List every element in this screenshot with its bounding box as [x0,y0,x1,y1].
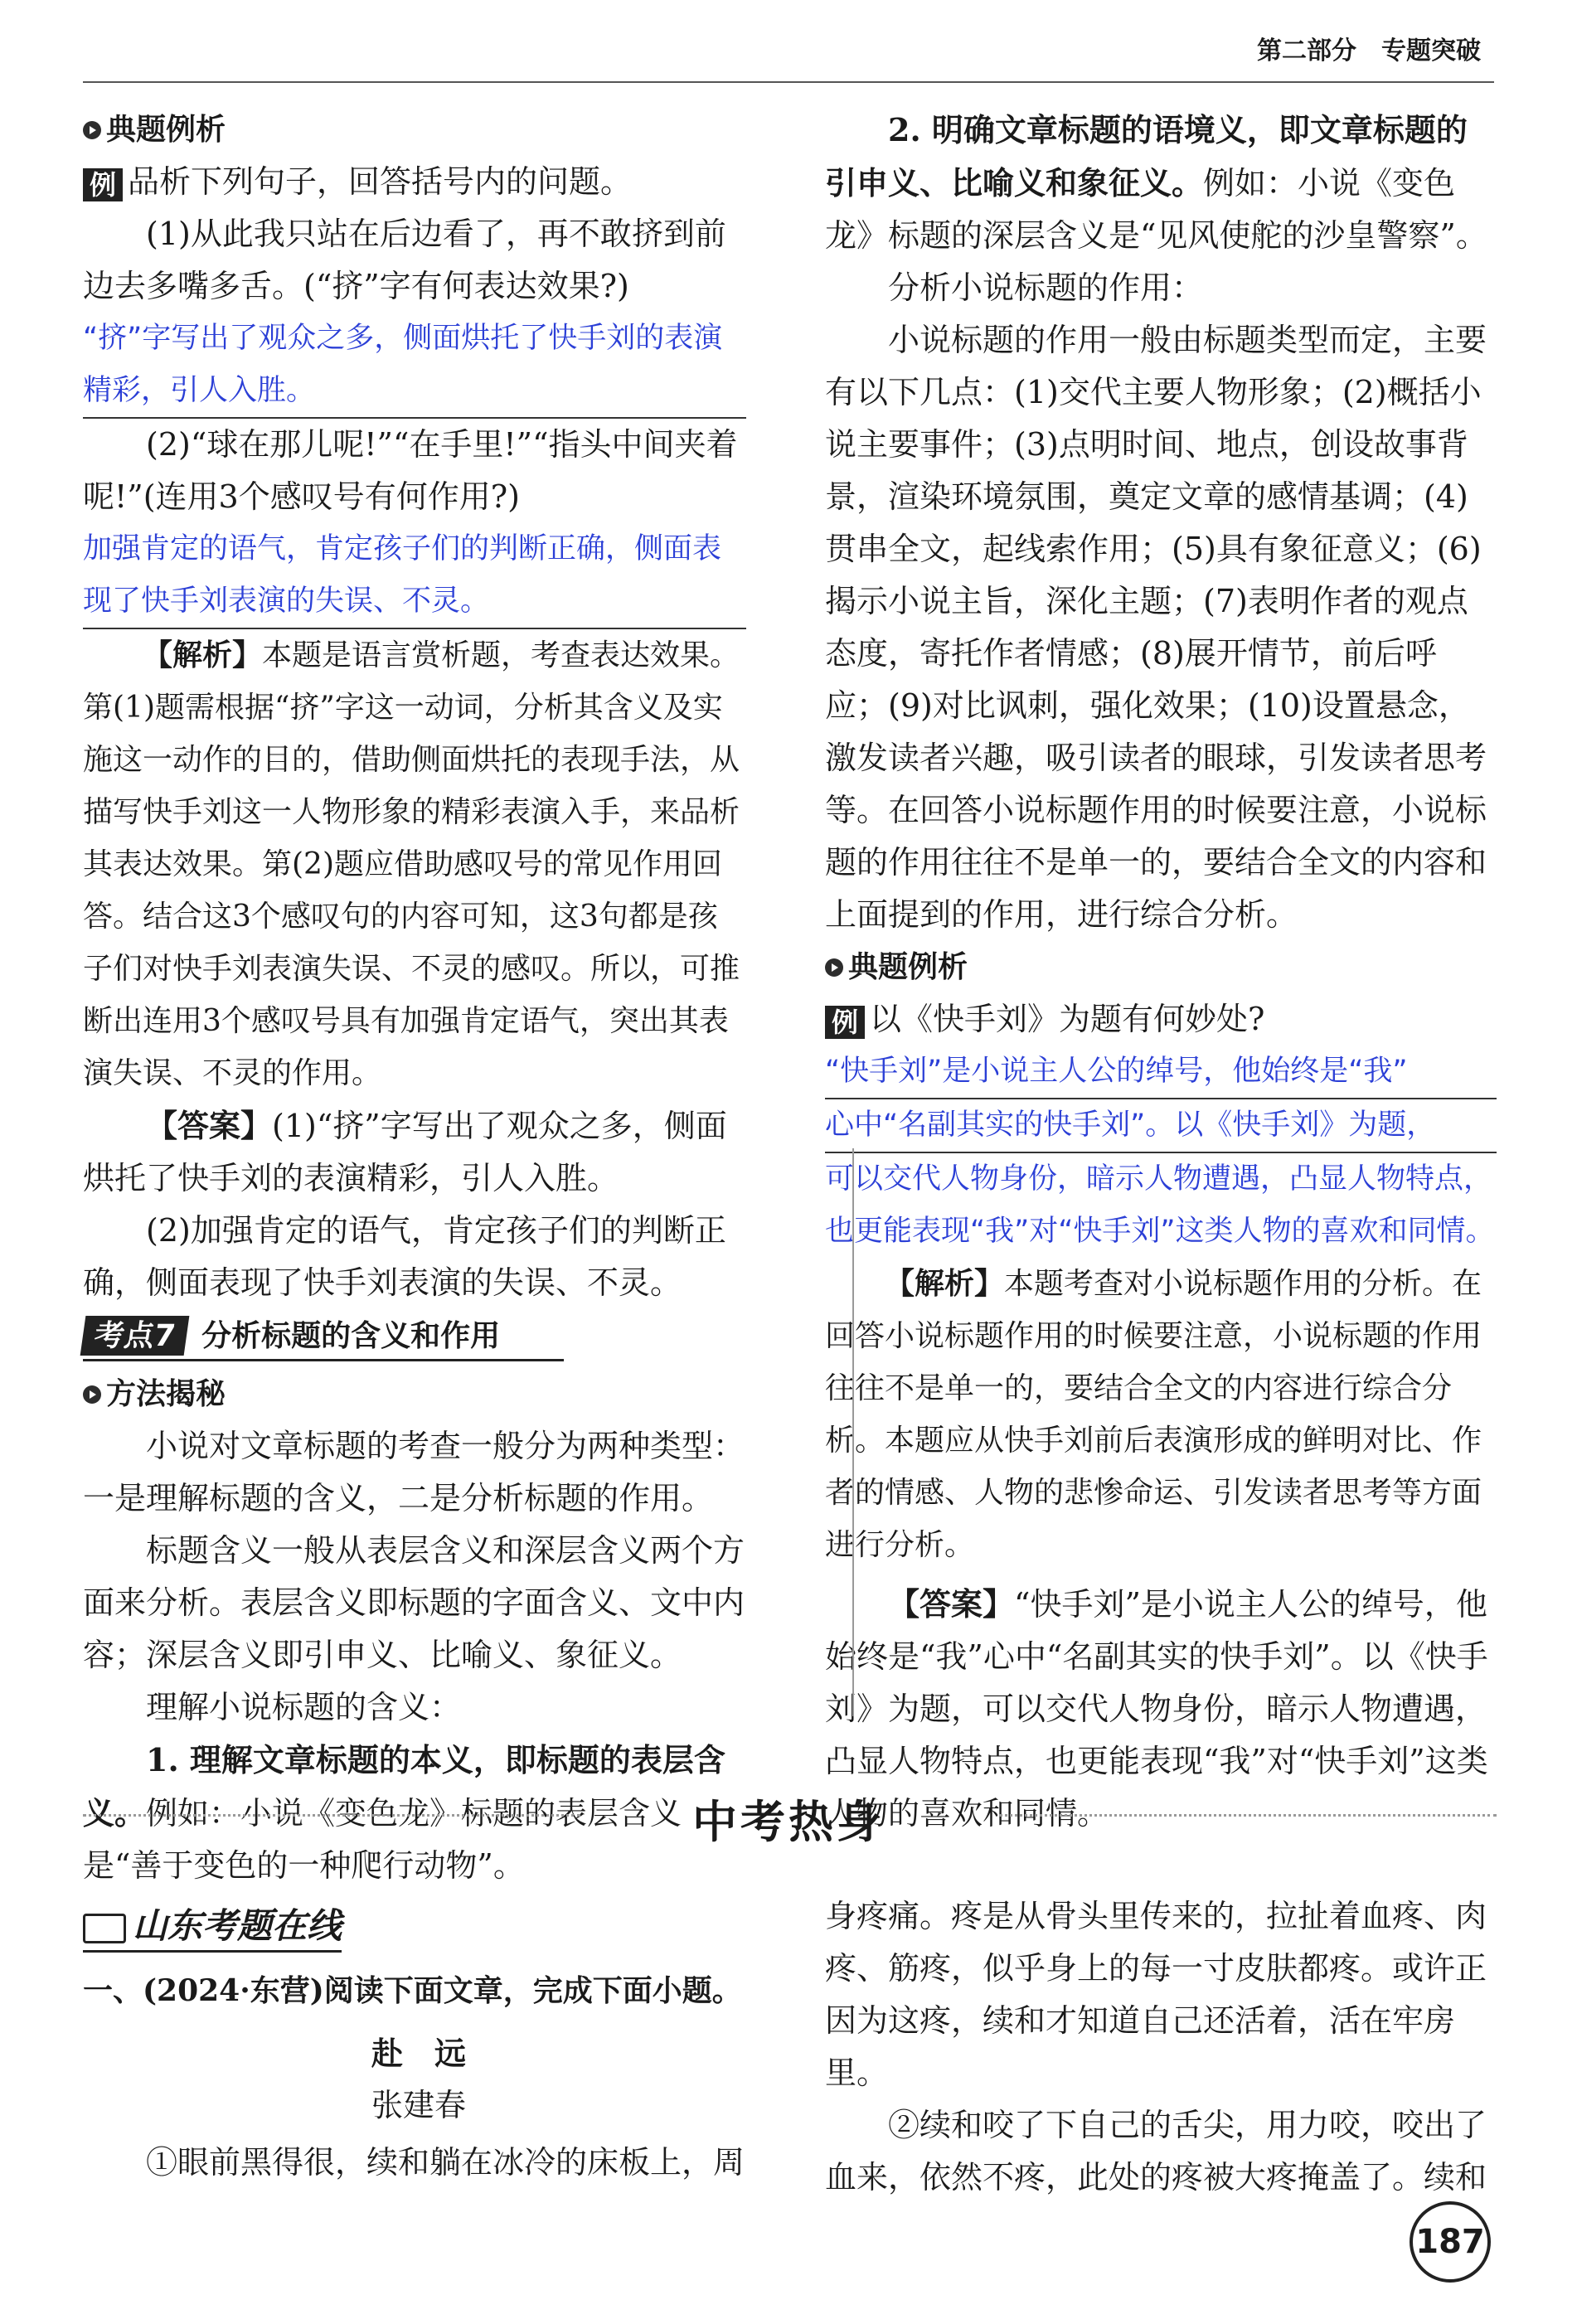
bottom-left-column [83,1965,755,2189]
example-heading-2: 典题例析 [825,941,1497,993]
right-column [825,104,1497,1840]
question-heading: 一、(2024·东营)阅读下面文章，完成下面小题。 [83,1973,742,2008]
example-heading: 典题例析 [83,104,746,156]
story-author: 张建春 [371,2087,466,2123]
play-bullet-icon [825,958,843,977]
method-para-1: 小说对文章标题的考查一般分为两种类型：一是理解标题的含义，二是分析标题的作用。 [83,1428,745,1516]
play-bullet-icon [83,121,101,139]
example-tag: 例 [83,168,123,201]
page-number: 187 [1410,2201,1491,2283]
key-point-banner: 考点7 分析标题的含义和作用 [83,1312,564,1361]
question-1: (1)从此我只站在后边看了，再不敢挤到前边去多嘴多舌。(“挤”字有何表达效果?) [83,216,726,304]
answer-2: (2)加强肯定的语气，肯定孩子们的判断正确，侧面表现了快手刘表演的失误、不灵。 [83,1212,726,1301]
method-para-4: 1. 理解文章标题的本义，即标题的表层含义。例如：小说《变色龙》标题的表层含义是“善于变色的一种爬行动物”。 [83,1741,725,1884]
bottom-right-column [825,1890,1497,2204]
analysis-2: 【解析】本题考查对小说标题作用的分析。在回答小说标题作用的时候要注意，小说标题的作用往往不是单一的，要结合全文的内容进行综合分析。本题应从快手刘前后表演形成的鲜明对比、作者的情感、人物的悲惨命运、引发读者思考等方面进行分析。 [825,1266,1482,1562]
question-2: (2)“球在那儿呢!”“在手里!”“指头中间夹着呢!”(连用3个感叹号有何作用?) [83,426,738,515]
right-para-3: 小说标题的作用一般由标题类型而定，主要有以下几点：(1)交代主要人物形象；(2)概括小说主要事件；(3)点明时间、地点，创设故事背景，渲染环境氛围，奠定文章的感情基调；(4)贯串全文，起线索作用；(5)具有象征意义；(6)揭示小说主旨，深化主题；(7)表明作者的观点态度，寄托作者情感；(8)展开情节，前后呼应；(9)对比讽刺，强化效果；(10)设置悬念，激发读者兴趣，吸引读者的眼球，引发读者思考等。在回答小说标题作用的时候要注意，小说标题的作用往往不是单一的，要结合全文的内容和上面提到的作用，进行综合分析。 [825,322,1487,933]
method-para-3: 理解小说标题的含义： [146,1689,462,1725]
header-rule [83,81,1494,83]
method-heading: 方法揭秘 [83,1368,746,1420]
story-title: 赴 远 [371,2035,466,2072]
column-divider [852,1148,854,1716]
answer: 【答案】(1)“挤”字写出了观众之多，侧面烘托了快手刘的表演精彩，引人入胜。 [83,1107,727,1196]
handwritten-line-1: “快手刘”是小说主人公的绰号，他始终是“我” [825,1046,1497,1099]
section-title: 中考热身 [692,1795,885,1848]
handwritten-answer-2: 加强肯定的语气，肯定孩子们的判断正确，侧面表现了快手刘表演的失误、不灵。 [83,523,746,629]
story-para-2: ②续和咬了下自己的舌尖，用力咬，咬出了血来，依然不疼，此处的疼被大疼掩盖了。续和 [825,2107,1487,2195]
analysis: 【解析】本题是语言赏析题，考查表达效果。第(1)题需根据“挤”字这一动词，分析其含义及实施这一动作的目的，借助侧面烘托的表现手法，从描写快手刘这一人物形象的精彩表演入手，来品析其表达效果。第(2)题应借助感叹号的常见作用回答。结合这3个感叹句的内容可知，这3句都是孩子们对快手刘表演失误、不灵的感叹。所以，可推断出连用3个感叹号具有加强肯定语气，突出其表演失误、不灵的作用。 [83,638,740,1090]
method-para-2: 标题含义一般从表层含义和深层含义两个方面来分析。表层含义即标题的字面含义、文中内容；深层含义即引申义、比喻义、象征义。 [83,1532,745,1673]
handwritten-line-2: 心中“名副其实的快手刘”。以《快手刘》为题， [825,1099,1497,1153]
right-para-2: 分析小说标题的作用： [888,269,1204,306]
handwritten-line-3: 可以交代人物身份，暗示人物遭遇，凸显人物特点，也更能表现“我”对“快手刘”这类人物的喜欢和同情。 [825,1162,1495,1248]
handwritten-answer-1: “挤”字写出了观众之多，侧面烘托了快手刘的表演精彩，引人入胜。 [83,313,746,419]
story-para-1: ①眼前黑得很，续和躺在冰冷的床板上，周 [146,2144,745,2181]
folder-icon [83,1914,126,1943]
right-para-1: 2. 明确文章标题的语境义，即文章标题的引申义、比喻义和象征义。例如：小说《变色龙》标题的深层含义是“见风使舵的沙皇警察”。 [825,111,1487,254]
running-header: 第二部分 专题突破 [1257,36,1481,65]
left-column [83,104,746,1892]
example-prompt-2: 例 以《快手刘》为题有何妙处? [825,993,1497,1046]
answer-block: 【答案】“快手刘”是小说主人公的绰号，他始终是“我”心中“名副其实的快手刘”。以《快手刘》为题，可以交代人物身份，暗示人物遭遇，凸显人物特点，也更能表现“我”对“快手刘”这类人物的喜欢和同情。 [825,1585,1488,1832]
play-bullet-icon [83,1385,101,1404]
example-tag-2: 例 [825,1006,865,1039]
shandong-heading: 山东考题在线 [83,1899,342,1953]
example-prompt: 例 品析下列句子，回答括号内的问题。 [83,156,746,208]
story-para-1-cont: 身疼痛。疼是从骨头里传来的，拉扯着血疼、肉疼、筋疼，似乎身上的每一寸皮肤都疼。或许正因为这疼，续和才知道自己还活着，活在牢房里。 [825,1898,1487,2091]
key-point-tag: 考点7 [80,1316,190,1356]
